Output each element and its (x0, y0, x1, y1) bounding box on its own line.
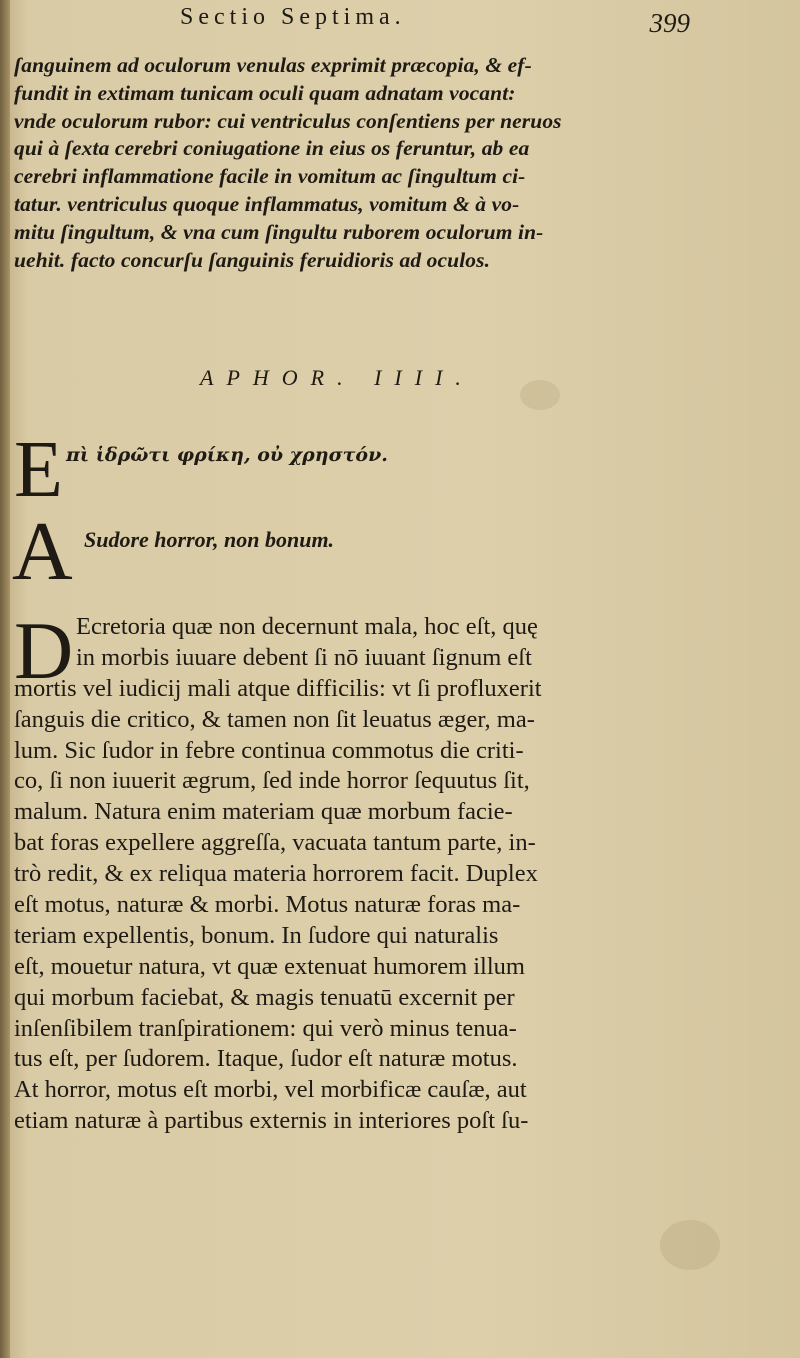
text-line: uehit. facto concurſu ſanguinis feruidioris ad oculos. (14, 247, 491, 272)
text-line: cerebri inflammatione facile in vomitum ac ſingultum ci- (14, 164, 526, 189)
latin-drop-cap: A (12, 505, 73, 598)
text-line: mitu ſingultum, & vna cum ſingultu ruborem oculorum in- (14, 219, 544, 244)
paper-stain (660, 1220, 720, 1270)
text-line: ſanguis die critico, & tamen non ſit leuatus æger, ma- (14, 705, 535, 733)
text-line: inſenſibilem tranſpirationem: qui verò minus tenua- (14, 1014, 517, 1042)
text-line: qui morbum faciebat, & magis tenuatū excernit per (14, 983, 515, 1011)
greek-drop-cap: E (14, 426, 63, 514)
text-line: ſanguinem ad oculorum venulas exprimit præcopia, & ef- (14, 53, 532, 77)
running-title: Sectio Septima. (180, 4, 406, 30)
text-line: lum. Sic ſudor in febre continua commotus die criti- (14, 736, 524, 764)
text-line: co, ſi non iuuerit ægrum, ſed inde horror ſequutus ſit, (14, 767, 530, 795)
text-line: tus eſt, per ſudorem. Itaque, ſudor eſt naturæ motus. (14, 1045, 518, 1073)
text-line: Ecretoria quæ non decernunt mala, hoc eſt, quę (76, 613, 538, 640)
text-line: tatur. ventriculus quoque inflammatus, vomitum & à vo- (14, 191, 520, 216)
commentary-text (14, 605, 686, 1137)
text-line: trò redit, & ex reliqua materia horrorem facit. Duplex (14, 860, 538, 888)
text-line: mortis vel iudicij mali atque difficilis: vt ſi profluxerit (14, 674, 542, 702)
text-line: teriam expellentis, bonum. In ſudore qui naturalis (14, 921, 499, 949)
paper-stain (520, 380, 560, 410)
commentary-drop-cap: D (14, 605, 74, 696)
italic-paragraph (14, 52, 686, 274)
latin-aphorism: Sudore horror, non bonum. (84, 527, 335, 552)
text-line: in morbis iuuare debent ſi nō iuuant ſignum eſt (76, 643, 532, 671)
text-line: eſt, mouetur natura, vt quæ extenuat humorem illum (14, 952, 525, 980)
text-line: eſt motus, naturæ & morbi. Motus naturæ foras ma- (14, 891, 521, 919)
aphorism-heading: APHOR. IIII. (200, 365, 474, 390)
text-line: qui à ſexta cerebri coniugatione in eius os feruntur, ab ea (14, 136, 530, 161)
text-line: fundit in extimam tunicam oculi quam adnatam vocant: (14, 80, 516, 105)
text-line: bat foras expellere aggreſſa, vacuata tantum parte, in- (14, 829, 536, 857)
text-line: At horror, motus eſt morbi, vel morbificæ cauſæ, aut (14, 1076, 527, 1104)
greek-aphorism: πὶ ἱδρῶτι φρίκη, οὐ χρηστόν. (66, 444, 388, 466)
text-line: malum. Natura enim materiam quæ morbum facie- (14, 798, 513, 826)
text-line: etiam naturæ à partibus externis in interiores poſt ſu- (14, 1107, 529, 1135)
running-header (180, 4, 700, 40)
page-gutter-shadow (0, 0, 10, 1358)
page-number: 399 (649, 8, 690, 38)
text-line: vnde oculorum rubor: cui ventriculus conſentiens per neruos (14, 108, 562, 133)
